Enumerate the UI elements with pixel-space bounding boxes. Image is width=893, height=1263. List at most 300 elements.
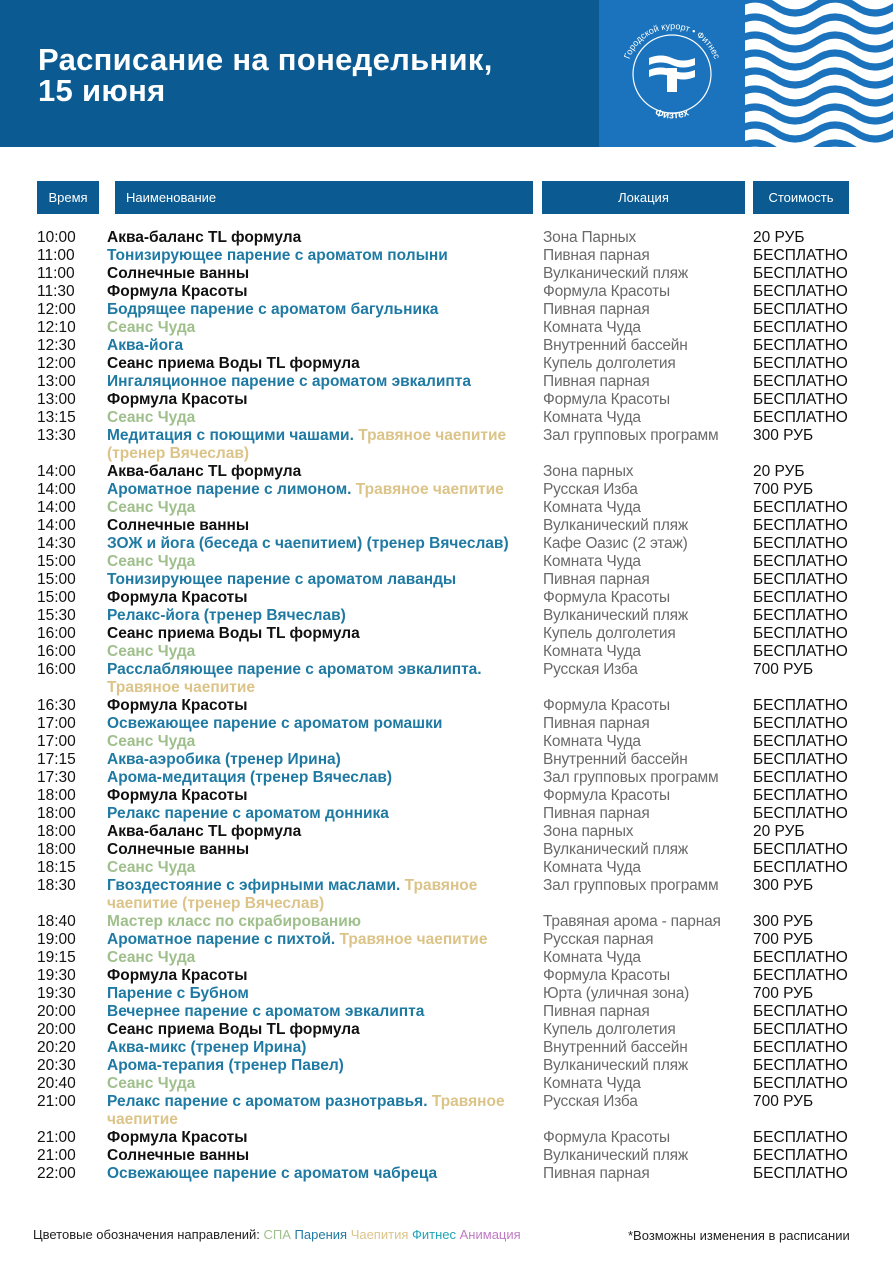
row-name-text: Сеанс Чуда	[107, 949, 196, 966]
row-price: 700 РУБ	[753, 661, 814, 678]
row-name	[107, 1021, 537, 1039]
row-name-text: Вечернее парение с ароматом эвкалипта	[107, 1003, 425, 1020]
row-name-tea: Травяное чаепитие	[358, 427, 507, 444]
schedule-row	[0, 301, 893, 319]
row-price: БЕСПЛАТНО	[753, 1003, 848, 1020]
row-name	[107, 1129, 537, 1147]
row-time: 18:00	[37, 841, 76, 858]
row-location: Пивная парная	[543, 373, 650, 390]
schedule-row	[0, 283, 893, 301]
row-name	[107, 1039, 537, 1057]
row-time: 15:30	[37, 607, 76, 624]
schedule-row	[0, 355, 893, 373]
row-name	[107, 589, 537, 607]
row-location: Купель долголетия	[543, 625, 676, 642]
row-name-text: Аква-баланс TL формула	[107, 463, 302, 480]
row-location: Внутренний бассейн	[543, 1039, 688, 1056]
row-price: БЕСПЛАТНО	[753, 373, 848, 390]
row-name	[107, 553, 537, 571]
row-name-text: Парение с Бубном	[107, 985, 249, 1002]
row-name	[107, 409, 537, 427]
row-location: Зона парных	[543, 463, 634, 480]
row-location: Пивная парная	[543, 247, 650, 264]
row-name-text: Аква-баланс TL формула	[107, 229, 302, 246]
schedule-row	[0, 715, 893, 733]
row-location: Комната Чуда	[543, 859, 641, 876]
row-name	[107, 1093, 537, 1111]
row-time: 18:15	[37, 859, 76, 876]
row-name-text: Формула Красоты	[107, 697, 248, 714]
row-name-text: Аква-аэробика (тренер Ирина)	[107, 751, 341, 768]
row-time: 20:30	[37, 1057, 76, 1074]
row-time: 19:00	[37, 931, 76, 948]
row-location: Комната Чуда	[543, 409, 641, 426]
row-price: БЕСПЛАТНО	[753, 283, 848, 300]
legend-parenia: Парения	[294, 1227, 348, 1242]
row-name	[107, 967, 537, 985]
row-name-text: Сеанс Чуда	[107, 319, 196, 336]
row-location: Комната Чуда	[543, 499, 641, 516]
schedule-row-continuation	[0, 1111, 893, 1129]
row-name-continuation: (тренер Вячеслав)	[107, 445, 250, 462]
row-name-text: Релакс парение с ароматом разнотравья.	[107, 1093, 428, 1110]
row-name	[107, 769, 537, 787]
row-price: 700 РУБ	[753, 931, 814, 948]
row-name	[107, 247, 537, 265]
row-name	[107, 1165, 537, 1183]
row-price: БЕСПЛАТНО	[753, 1039, 848, 1056]
row-location: Комната Чуда	[543, 733, 641, 750]
row-location: Зал групповых программ	[543, 769, 719, 786]
schedule-row	[0, 373, 893, 391]
row-time: 14:00	[37, 463, 76, 480]
row-name	[107, 373, 537, 391]
schedule-row	[0, 391, 893, 409]
row-name-text: Солнечные ванны	[107, 1147, 250, 1164]
schedule-row-continuation	[0, 895, 893, 913]
row-name-text: Сеанс приема Воды TL формула	[107, 355, 360, 372]
schedule-row	[0, 463, 893, 481]
row-name	[107, 733, 537, 751]
row-time: 13:00	[37, 373, 76, 390]
row-name-text: Ароматное парение с пихтой.	[107, 931, 336, 948]
row-name-text: Солнечные ванны	[107, 841, 250, 858]
row-name	[107, 571, 537, 589]
row-name-text: Тонизирующее парение с ароматом полыни	[107, 247, 448, 264]
row-price: БЕСПЛАТНО	[753, 967, 848, 984]
column-header-price: Стоимость	[753, 181, 849, 214]
logo-mark-icon	[649, 56, 695, 93]
title-line-1: Расписание на понедельник,	[38, 42, 493, 77]
row-name	[107, 427, 537, 445]
row-time: 21:00	[37, 1129, 76, 1146]
row-name	[107, 1147, 537, 1165]
row-price: 20 РУБ	[753, 463, 805, 480]
schedule-row	[0, 733, 893, 751]
legend-tea: Чаепития	[350, 1227, 409, 1242]
schedule-row	[0, 553, 893, 571]
row-time: 15:00	[37, 553, 76, 570]
row-time: 14:00	[37, 481, 76, 498]
row-name-text: Освежающее парение с ароматом чабреца	[107, 1165, 438, 1182]
row-time: 17:15	[37, 751, 76, 768]
schedule-row	[0, 481, 893, 499]
row-price: БЕСПЛАТНО	[753, 607, 848, 624]
row-location: Пивная парная	[543, 805, 650, 822]
legend-fitness: Фитнес	[412, 1227, 457, 1242]
row-location: Пивная парная	[543, 715, 650, 732]
schedule-row	[0, 949, 893, 967]
row-name-text: Сеанс Чуда	[107, 409, 196, 426]
schedule-row	[0, 337, 893, 355]
row-name-text: Медитация с поющими чашами.	[107, 427, 354, 444]
row-name	[107, 805, 537, 823]
schedule-row	[0, 1003, 893, 1021]
schedule-row	[0, 1021, 893, 1039]
row-time: 15:00	[37, 571, 76, 588]
row-name	[107, 355, 537, 373]
wave-pattern-graphic	[745, 0, 893, 147]
schedule-row	[0, 427, 893, 445]
row-name-text: Мастер класс по скрабированию	[107, 913, 362, 930]
row-location: Внутренний бассейн	[543, 337, 688, 354]
row-price: 20 РУБ	[753, 823, 805, 840]
schedule-row	[0, 931, 893, 949]
schedule-row	[0, 625, 893, 643]
row-price: БЕСПЛАТНО	[753, 535, 848, 552]
row-name	[107, 841, 537, 859]
schedule-row	[0, 1129, 893, 1147]
row-location: Русская парная	[543, 931, 654, 948]
row-name-text: Аква-баланс TL формула	[107, 823, 302, 840]
row-name-text: Формула Красоты	[107, 391, 248, 408]
row-location: Формула Красоты	[543, 589, 670, 606]
schedule-row	[0, 265, 893, 283]
row-name	[107, 1003, 537, 1021]
schedule-row	[0, 1057, 893, 1075]
row-location: Комната Чуда	[543, 553, 641, 570]
schedule-row	[0, 409, 893, 427]
row-price: БЕСПЛАТНО	[753, 769, 848, 786]
row-time: 17:00	[37, 733, 76, 750]
row-name-text: Ароматное парение с лимоном.	[107, 481, 352, 498]
row-name-text: Сеанс Чуда	[107, 859, 196, 876]
row-price: БЕСПЛАТНО	[753, 319, 848, 336]
row-name	[107, 913, 537, 931]
row-name-text: Аква-микс (тренер Ирина)	[107, 1039, 307, 1056]
wave-pattern	[745, 0, 893, 147]
row-name-text: Бодрящее парение с ароматом багульника	[107, 301, 439, 318]
row-price: БЕСПЛАТНО	[753, 301, 848, 318]
row-location: Пивная парная	[543, 301, 650, 318]
schedule-row	[0, 535, 893, 553]
row-name	[107, 265, 537, 283]
row-location: Формула Красоты	[543, 1129, 670, 1146]
row-location: Юрта (уличная зона)	[543, 985, 690, 1002]
row-time: 12:30	[37, 337, 76, 354]
row-name-tea: Травяное	[431, 1093, 505, 1110]
schedule-row	[0, 1165, 893, 1183]
row-name	[107, 607, 537, 625]
row-price: БЕСПЛАТНО	[753, 1129, 848, 1146]
row-price: 700 РУБ	[753, 481, 814, 498]
schedule-row	[0, 661, 893, 679]
row-name-tea: Травяное	[404, 877, 478, 894]
row-time: 13:00	[37, 391, 76, 408]
row-name	[107, 463, 537, 481]
title-line-2: 15 июня	[38, 73, 166, 108]
row-price: БЕСПЛАТНО	[753, 1021, 848, 1038]
row-name	[107, 391, 537, 409]
row-name	[107, 877, 537, 895]
row-price: 300 РУБ	[753, 913, 814, 930]
row-location: Формула Красоты	[543, 697, 670, 714]
schedule-row	[0, 985, 893, 1003]
changes-note: *Возможны изменения в расписании	[628, 1228, 850, 1243]
row-price: БЕСПЛАТНО	[753, 1147, 848, 1164]
row-name	[107, 1075, 537, 1093]
row-name	[107, 481, 537, 499]
header-banner	[0, 0, 893, 147]
row-name-continuation: чаепитие	[107, 1111, 178, 1128]
row-time: 16:00	[37, 625, 76, 642]
schedule-row	[0, 1093, 893, 1111]
schedule-row	[0, 643, 893, 661]
schedule-row	[0, 751, 893, 769]
row-time: 14:00	[37, 499, 76, 516]
row-time: 22:00	[37, 1165, 76, 1182]
schedule-row	[0, 589, 893, 607]
row-price: БЕСПЛАТНО	[753, 949, 848, 966]
row-name	[107, 283, 537, 301]
row-location: Вулканический пляж	[543, 1147, 689, 1164]
row-time: 18:00	[37, 823, 76, 840]
row-name	[107, 517, 537, 535]
legend-animation: Анимация	[459, 1227, 521, 1242]
row-name	[107, 949, 537, 967]
row-time: 18:00	[37, 805, 76, 822]
row-price: БЕСПЛАТНО	[753, 1057, 848, 1074]
row-time: 16:00	[37, 643, 76, 660]
row-price: БЕСПЛАТНО	[753, 751, 848, 768]
row-time: 11:00	[37, 247, 75, 264]
row-time: 20:00	[37, 1003, 76, 1020]
row-price: БЕСПЛАТНО	[753, 553, 848, 570]
row-location: Формула Красоты	[543, 967, 670, 984]
row-name-text: Расслабляющее парение с ароматом эвкалипта.	[107, 661, 482, 678]
row-name-text: Аква-йога	[107, 337, 184, 354]
row-price: БЕСПЛАТНО	[753, 841, 848, 858]
row-time: 18:40	[37, 913, 76, 930]
color-legend	[33, 1227, 521, 1242]
row-location: Комната Чуда	[543, 1075, 641, 1092]
row-price: БЕСПЛАТНО	[753, 643, 848, 660]
row-time: 17:00	[37, 715, 76, 732]
schedule-row	[0, 247, 893, 265]
row-price: БЕСПЛАТНО	[753, 625, 848, 642]
row-time: 15:00	[37, 589, 76, 606]
row-location: Зона Парных	[543, 229, 637, 246]
row-price: БЕСПЛАТНО	[753, 733, 848, 750]
row-location: Формула Красоты	[543, 283, 670, 300]
row-time: 21:00	[37, 1093, 76, 1110]
row-location: Зал групповых программ	[543, 427, 719, 444]
row-name	[107, 787, 537, 805]
schedule-row	[0, 805, 893, 823]
row-name-text: Сеанс Чуда	[107, 643, 196, 660]
row-location: Русская Изба	[543, 661, 638, 678]
row-time: 12:10	[37, 319, 76, 336]
row-time: 19:30	[37, 967, 76, 984]
row-price: БЕСПЛАТНО	[753, 409, 848, 426]
row-price: БЕСПЛАТНО	[753, 265, 848, 282]
row-name	[107, 499, 537, 517]
schedule-row	[0, 823, 893, 841]
row-price: БЕСПЛАТНО	[753, 571, 848, 588]
row-price: БЕСПЛАТНО	[753, 715, 848, 732]
schedule-row	[0, 499, 893, 517]
row-name-text: Релакс парение с ароматом донника	[107, 805, 389, 822]
row-price: БЕСПЛАТНО	[753, 499, 848, 516]
schedule-row	[0, 859, 893, 877]
row-time: 21:00	[37, 1147, 76, 1164]
row-price: БЕСПЛАТНО	[753, 589, 848, 606]
row-time: 18:30	[37, 877, 76, 894]
row-name-text: Тонизирующее парение с ароматом лаванды	[107, 571, 457, 588]
row-price: БЕСПЛАТНО	[753, 247, 848, 264]
row-name-text: Гвоздестояние с эфирными маслами.	[107, 877, 401, 894]
row-location: Русская Изба	[543, 1093, 638, 1110]
row-time: 19:30	[37, 985, 76, 1002]
row-name-text: Формула Красоты	[107, 967, 248, 984]
logo-name-text: Физтех	[653, 107, 691, 122]
row-name-text: Ингаляционное парение с ароматом эвкалипта	[107, 373, 472, 390]
fiztech-logo	[599, 0, 745, 147]
row-time: 12:00	[37, 355, 76, 372]
row-name-text: Релакс-йога (тренер Вячеслав)	[107, 607, 346, 624]
row-location: Вулканический пляж	[543, 607, 689, 624]
logo-panel	[599, 0, 745, 147]
row-price: БЕСПЛАТНО	[753, 337, 848, 354]
row-time: 14:00	[37, 517, 76, 534]
schedule-row-continuation	[0, 679, 893, 697]
row-name	[107, 931, 537, 949]
row-price: БЕСПЛАТНО	[753, 355, 848, 372]
row-name	[107, 301, 537, 319]
page-title	[38, 44, 493, 106]
row-time: 17:30	[37, 769, 76, 786]
schedule-row	[0, 769, 893, 787]
row-name	[107, 319, 537, 337]
schedule-row	[0, 1075, 893, 1093]
schedule-row	[0, 517, 893, 535]
row-name-text: Формула Красоты	[107, 787, 248, 804]
row-time: 13:30	[37, 427, 76, 444]
row-time: 18:00	[37, 787, 76, 804]
schedule-row	[0, 967, 893, 985]
row-price: 700 РУБ	[753, 985, 814, 1002]
row-location: Формула Красоты	[543, 391, 670, 408]
row-name	[107, 697, 537, 715]
schedule-row	[0, 877, 893, 895]
row-time: 20:20	[37, 1039, 76, 1056]
row-time: 19:15	[37, 949, 76, 966]
row-location: Купель долголетия	[543, 355, 676, 372]
row-name	[107, 661, 537, 679]
row-name	[107, 643, 537, 661]
logo-ring-text: Городской курорт • Фитнес	[621, 20, 723, 61]
row-time: 11:00	[37, 265, 75, 282]
schedule-row	[0, 1147, 893, 1165]
row-price: БЕСПЛАТНО	[753, 787, 848, 804]
row-location: Травяная арома - парная	[543, 913, 721, 930]
row-name	[107, 751, 537, 769]
row-name-text: Формула Красоты	[107, 1129, 248, 1146]
row-time: 11:30	[37, 283, 75, 300]
row-time: 16:30	[37, 697, 76, 714]
row-location: Комната Чуда	[543, 949, 641, 966]
row-name-text: Сеанс Чуда	[107, 499, 196, 516]
row-time: 20:40	[37, 1075, 76, 1092]
row-time: 13:15	[37, 409, 76, 426]
row-name-text: ЗОЖ и йога (беседа с чаепитием) (тренер Вячеслав)	[107, 535, 509, 552]
row-name	[107, 823, 537, 841]
row-time: 12:00	[37, 301, 76, 318]
row-name-text: Арома-медитация (тренер Вячеслав)	[107, 769, 393, 786]
schedule-row-continuation	[0, 445, 893, 463]
row-location: Пивная парная	[543, 571, 650, 588]
row-location: Пивная парная	[543, 1003, 650, 1020]
row-name-text: Формула Красоты	[107, 283, 248, 300]
schedule-row	[0, 607, 893, 625]
column-header-name: Наименование	[115, 181, 533, 214]
row-price: БЕСПЛАТНО	[753, 1165, 848, 1182]
row-name	[107, 1057, 537, 1075]
schedule-row	[0, 787, 893, 805]
row-name-tea: Травяное чаепитие	[355, 481, 504, 498]
row-location: Комната Чуда	[543, 319, 641, 336]
row-name-text: Арома-терапия (тренер Павел)	[107, 1057, 344, 1074]
row-name	[107, 337, 537, 355]
row-name-text: Сеанс приема Воды TL формула	[107, 625, 360, 642]
row-name-text: Формула Красоты	[107, 589, 248, 606]
schedule-row	[0, 697, 893, 715]
row-location: Вулканический пляж	[543, 265, 689, 282]
row-name-tea: Травяное чаепитие	[339, 931, 488, 948]
row-location: Зона парных	[543, 823, 634, 840]
row-location: Кафе Оазис (2 этаж)	[543, 535, 688, 552]
row-price: БЕСПЛАТНО	[753, 697, 848, 714]
row-location: Зал групповых программ	[543, 877, 719, 894]
row-name-text: Освежающее парение с ароматом ромашки	[107, 715, 443, 732]
row-price: БЕСПЛАТНО	[753, 517, 848, 534]
row-price: 300 РУБ	[753, 877, 814, 894]
row-location: Внутренний бассейн	[543, 751, 688, 768]
schedule-row	[0, 1039, 893, 1057]
legend-label: Цветовые обозначения направлений:	[33, 1227, 260, 1242]
row-location: Русская Изба	[543, 481, 638, 498]
schedule-row	[0, 913, 893, 931]
row-time: 14:30	[37, 535, 76, 552]
row-name-text: Сеанс Чуда	[107, 553, 196, 570]
row-location: Вулканический пляж	[543, 1057, 689, 1074]
row-name	[107, 985, 537, 1003]
row-time: 20:00	[37, 1021, 76, 1038]
schedule-row	[0, 229, 893, 247]
row-name-text: Солнечные ванны	[107, 517, 250, 534]
row-location: Пивная парная	[543, 1165, 650, 1182]
row-name-text: Сеанс приема Воды TL формула	[107, 1021, 360, 1038]
